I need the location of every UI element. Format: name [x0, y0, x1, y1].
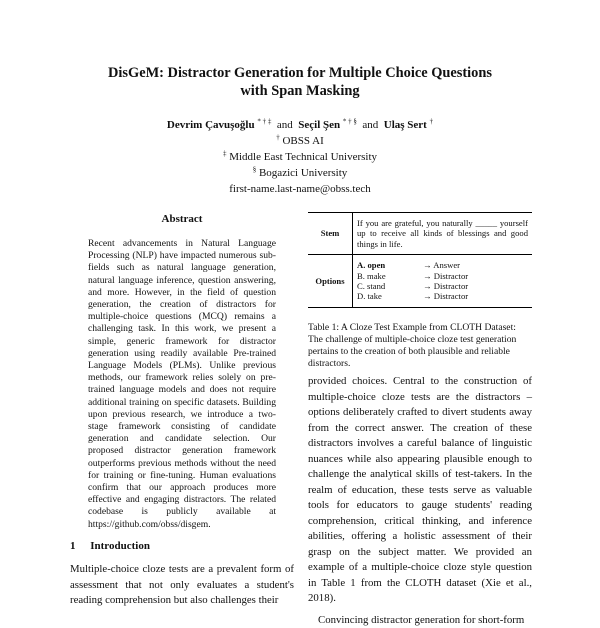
option-role: → Answer: [423, 260, 460, 270]
option-role: → Distractor: [423, 291, 468, 301]
author-block: [0, 117, 600, 197]
author-and-1: and: [277, 119, 293, 131]
option-row: [357, 271, 528, 281]
author-name-1: Devrim Çavuşoğlu: [167, 119, 255, 131]
option-row: [357, 260, 528, 270]
title-line-1: DisGeM: Distractor Generation for Multiple Choice Questions: [0, 64, 600, 82]
section-title: Introduction: [90, 540, 150, 552]
affiliation-text-2: Middle East Technical University: [229, 151, 377, 163]
option-label: C. stand: [357, 281, 423, 291]
option-label: A. open: [357, 260, 423, 270]
right-column: [308, 212, 532, 371]
affiliation-mark-1: †: [276, 133, 280, 141]
author-name-2: Seçil Şen: [298, 119, 340, 131]
table-row-options: [308, 255, 532, 308]
body-paragraph-1: provided choices. Central to the construction of multiple-choice cloze tests are the distractors – options deliberately crafted to divert students away from the correct answer. The creation of these distractors involves a careful balance of linguistic nuances while also appearing plausible enough to challenge the analytical skills of test-takers. In the realm of education, these tests serve as valuable tools for educators to gauge students' reading comprehension, critical thinking, and inference abilities, offering a holistic assessment of their grasp on the subject matter. We provided an example of a multiple-choice cloze style question in Table 1 from the CLOTH dataset (Xie et al., 2018).: [308, 374, 532, 607]
author-marks-2: * † §: [343, 117, 357, 125]
stem-label: Stem: [308, 213, 353, 255]
section-heading-introduction: [70, 540, 150, 552]
author-and-2: and: [362, 119, 378, 131]
affiliation-mark-3: §: [253, 165, 257, 173]
affiliation-text-3: Bogazici University: [259, 167, 347, 179]
option-row: [357, 281, 528, 291]
table-row-stem: [308, 213, 532, 255]
option-label: D. take: [357, 291, 423, 301]
option-label: B. make: [357, 271, 423, 281]
introduction-text: Multiple-choice cloze tests are a prevalent form of assessment that not only evaluates a student's reading comprehension but also challenges their: [70, 562, 294, 609]
options-label: Options: [308, 255, 353, 308]
author-marks-3: †: [430, 117, 434, 125]
title-line-2: with Span Masking: [0, 82, 600, 100]
affiliation-3: [0, 165, 600, 181]
affiliation-text-1: OBSS AI: [282, 135, 323, 147]
body-paragraph-2: Convincing distractor generation for short-form: [308, 613, 532, 628]
author-marks-1: * † ‡: [257, 117, 271, 125]
stem-text: If you are grateful, you naturally _____ yourself up to receive all kinds of blessings and good things in life.: [353, 213, 533, 255]
right-column-body: [308, 374, 532, 628]
affiliation-1: [0, 133, 600, 149]
abstract-heading: Abstract: [70, 212, 294, 226]
table-caption: Table 1: A Cloze Test Example from CLOTH Dataset: The challenge of multiple-choice cloze test generation pertains to the creation of both plausible and reliable distractors.: [308, 322, 532, 371]
section-number: 1: [70, 540, 76, 552]
author-email: first-name.last-name@obss.tech: [0, 181, 600, 197]
author-name-3: Ulaş Sert: [384, 119, 427, 131]
option-role: → Distractor: [423, 281, 468, 291]
option-role: → Distractor: [423, 271, 468, 281]
affiliation-2: [0, 149, 600, 165]
author-line: [0, 117, 600, 133]
left-column: [70, 212, 294, 531]
cloze-example-table: [308, 212, 532, 308]
paper-title: [0, 64, 600, 100]
affiliation-mark-2: ‡: [223, 149, 227, 157]
abstract-text: Recent advancements in Natural Language Processing (NLP) have impacted numerous sub-fields such as natural language generation, natural language inference, question answering, and more. However, in the field of question generation, the creation of distractors for multiple-choice questions (MCQ) remains a challenging task. In this work, we present a simple, generic framework for distractor generation using readily available Pre-trained Language Models (PLMs). Unlike previous methods, our framework relies solely on pre-trained language models and does not require additional training on specific datasets. Building upon previous research, we introduce a two-stage framework consisting of candidate generation and candidate selection. Our proposed distractor generation framework outperforms previous methods without the need for training or fine-tuning. Human evaluations confirm that our approach produces more effective and engaging distractors. The related codebase is publicly available at https://github.com/obss/disgem.: [88, 238, 276, 531]
options-cell: [353, 255, 533, 308]
option-row: [357, 291, 528, 301]
